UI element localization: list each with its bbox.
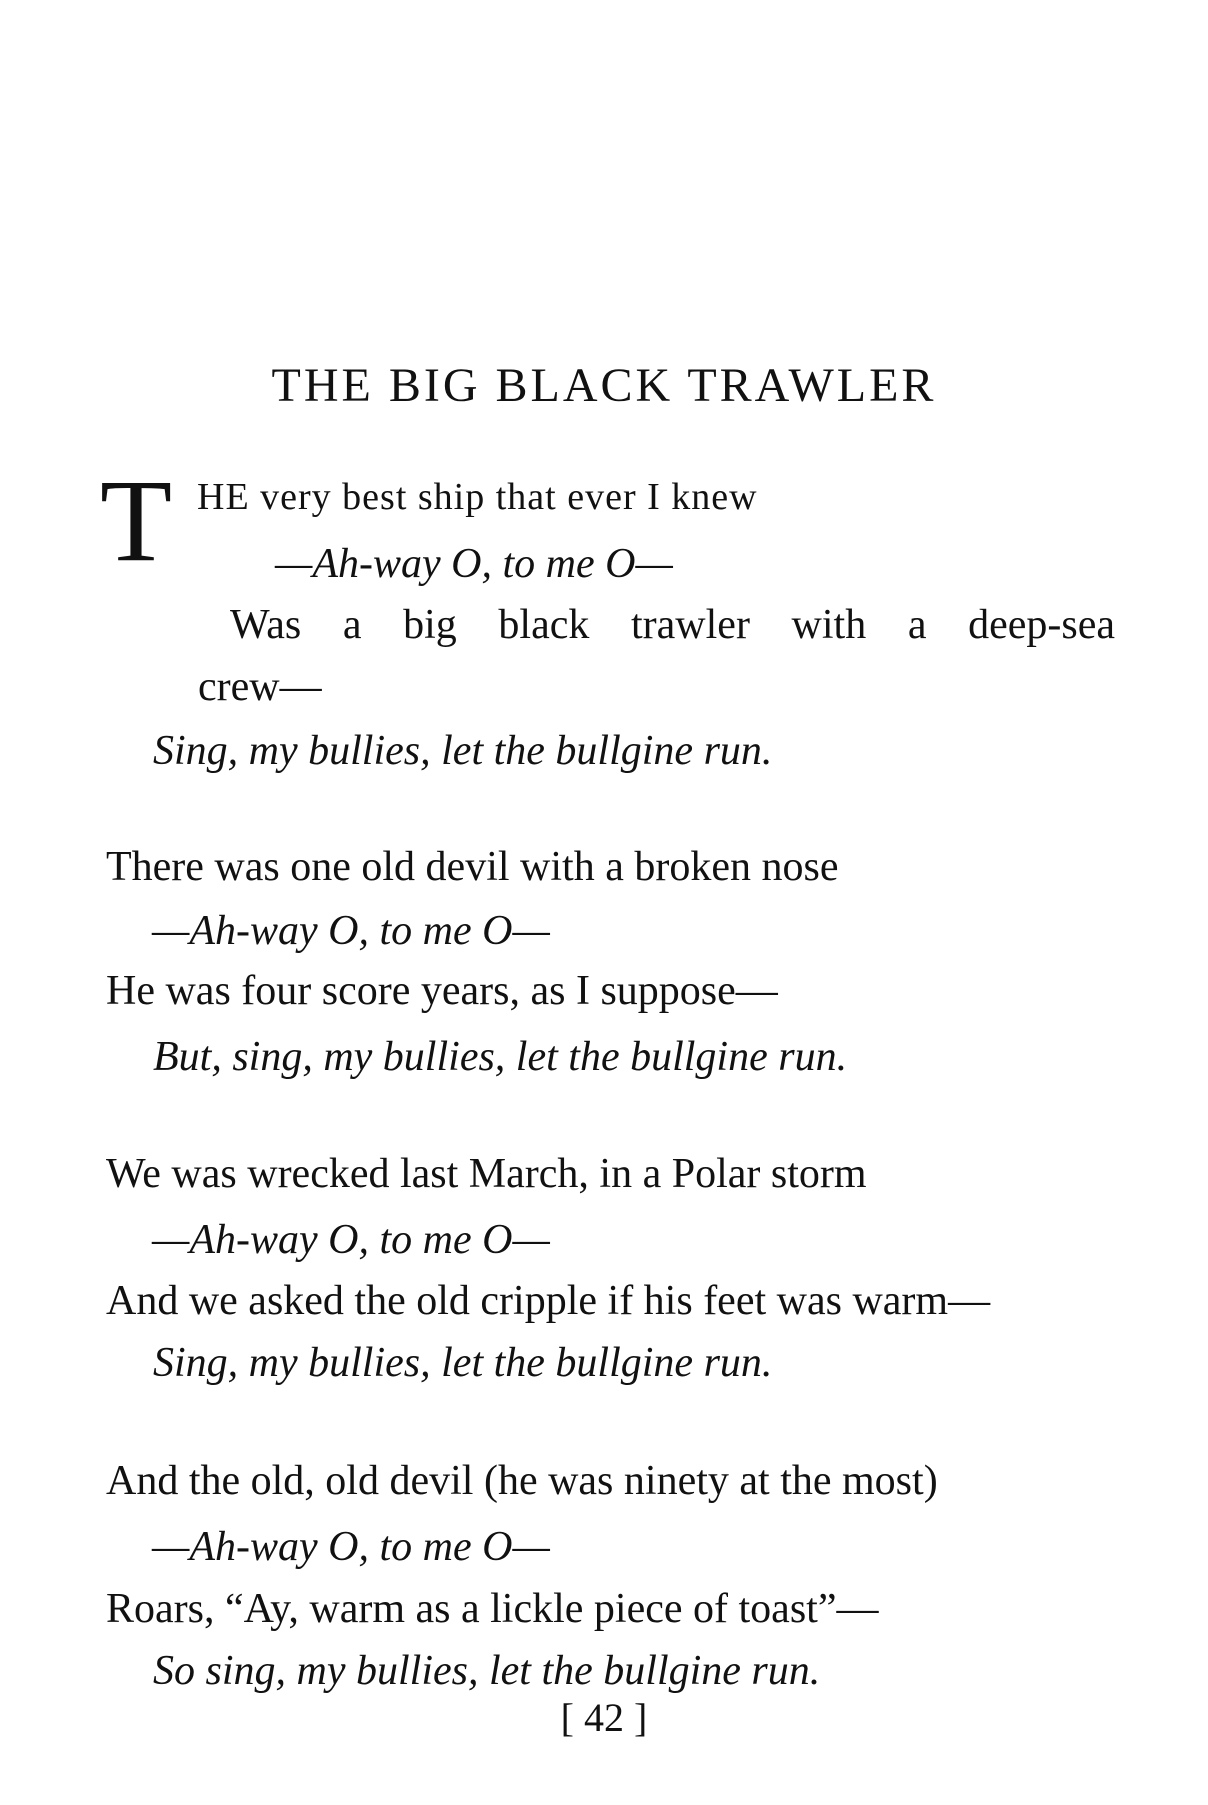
stanza1-refrain: —Ah-way O, to me O—: [275, 541, 673, 587]
stanza2-line3: He was four score years, as I suppose—: [106, 968, 778, 1014]
stanza4-line3: Roars, “Ay, warm as a lickle piece of toast”—: [106, 1586, 879, 1632]
stanza1-chorus: Sing, my bullies, let the bullgine run.: [153, 728, 773, 774]
stanza3-refrain: —Ah-way O, to me O—: [152, 1217, 550, 1263]
stanza3-chorus: Sing, my bullies, let the bullgine run.: [153, 1340, 773, 1386]
stanza4-refrain: —Ah-way O, to me O—: [152, 1524, 550, 1570]
stanza1-line1: HE very best ship that ever I knew: [197, 476, 758, 518]
page-number: [ 42 ]: [560, 1695, 648, 1740]
drop-cap: T: [100, 455, 173, 586]
stanza2-line1: There was one old devil with a broken nose: [106, 844, 839, 890]
stanza1-line3-continued: crew—: [198, 664, 322, 710]
stanza2-chorus: But, sing, my bullies, let the bullgine run.: [153, 1034, 848, 1080]
stanza4-line1: And the old, old devil (he was ninety at the most): [106, 1458, 938, 1504]
stanza3-line1: We was wrecked last March, in a Polar storm: [106, 1151, 867, 1197]
stanza3-line3: And we asked the old cripple if his feet was warm—: [106, 1278, 991, 1324]
stanza2-refrain: —Ah-way O, to me O—: [152, 908, 550, 954]
stanza1-line3: Was a big black trawler with a deep-sea: [230, 602, 1115, 648]
poem-title: THE BIG BLACK TRAWLER: [271, 359, 937, 412]
stanza4-chorus: So sing, my bullies, let the bullgine run.: [153, 1648, 821, 1694]
